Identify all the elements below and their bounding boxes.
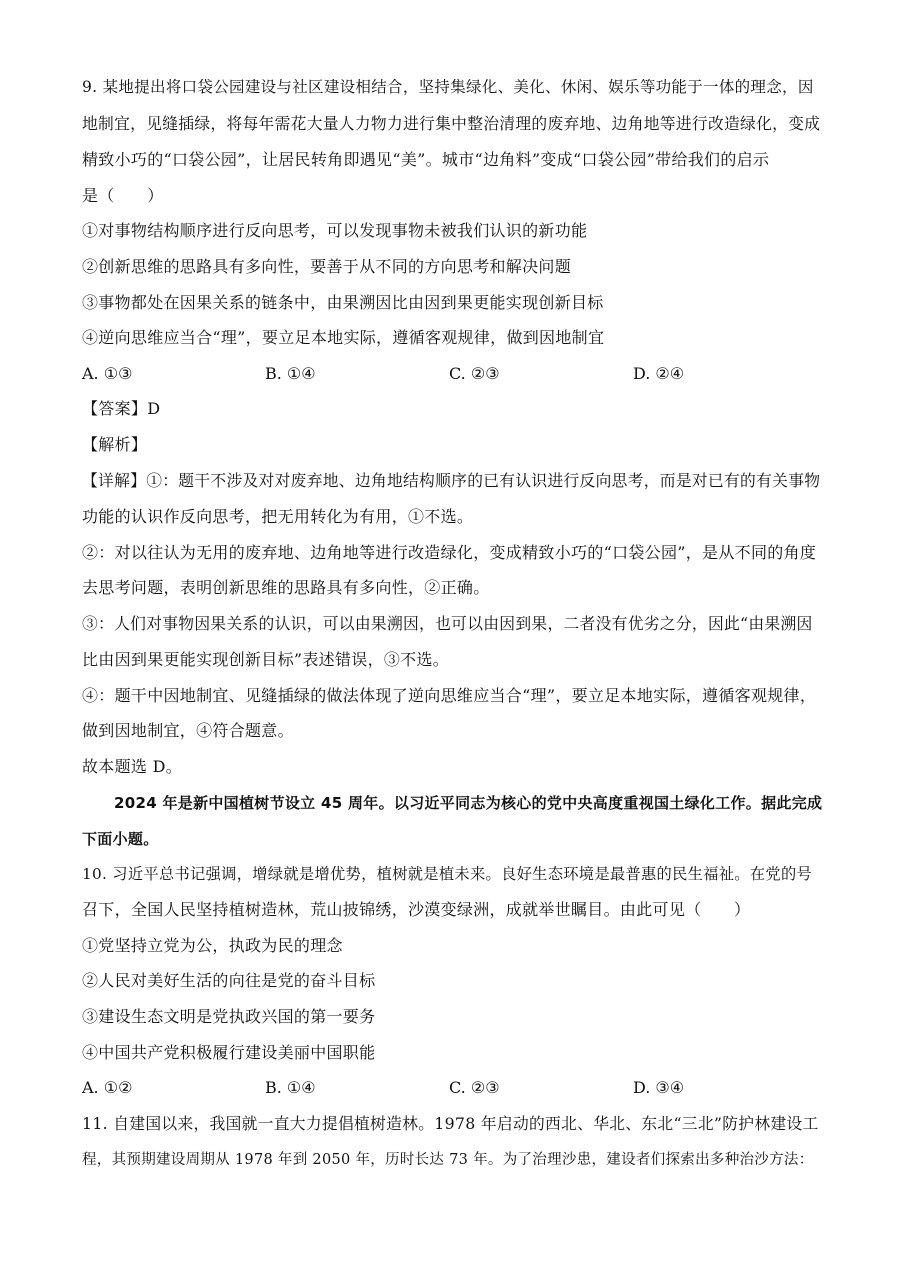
q9-stem-line-4: 是（ ）	[82, 186, 164, 205]
q10-option-a: A. ①②	[82, 1078, 133, 1097]
q11-stem-line-1: 11. 自建国以来，我国就一直大力提倡植树造林。1978 年启动的西北、华北、东北“三北”防护林建设工	[82, 1114, 819, 1133]
q9-statement-4: ④逆向思维应当合“理”，要立足本地实际，遵循客观规律，做到因地制宜	[82, 328, 605, 347]
q9-detail-line-6: 比由因到果更能实现创新目标”表述错误，③不选。	[82, 650, 450, 669]
q9-statement-3: ③事物都处在因果关系的链条中，由果溯因比由因到果更能实现创新目标	[82, 293, 604, 312]
q10-stem-line-1: 10. 习近平总书记强调，增绿就是增优势，植树就是植未来。良好生态环境是最普惠的民生福祉。在党的号	[82, 865, 813, 883]
q9-detail-line-5: ③：人们对事物因果关系的认识，可以由果溯因，也可以由因到果，二者没有优劣之分，因此“由果溯因	[82, 614, 813, 633]
q9-option-a: A. ①③	[82, 364, 133, 383]
q9-options	[82, 364, 822, 386]
q9-statement-1: ①对事物结构顺序进行反向思考，可以发现事物未被我们认识的新功能	[82, 221, 588, 240]
q9-option-d: D. ②④	[633, 364, 685, 383]
q9-detail-line-3: ②：对以往认为无用的废弃地、边角地等进行改造绿化，变成精致小巧的“口袋公园”，是从不同的角度	[82, 543, 817, 562]
q10-options	[82, 1078, 822, 1100]
q10-statement-3: ③建设生态文明是党执政兴国的第一要务	[82, 1007, 376, 1026]
material-line-1: 2024 年是新中国植树节设立 45 周年。以习近平同志为核心的党中央高度重视国土绿化工作。据此完成	[114, 794, 823, 812]
q11-stem-line-2: 程，其预期建设周期从 1978 年到 2050 年，历时长达 73 年。为了治理沙患，建设者们探索出多种治沙方法：	[82, 1152, 814, 1168]
q9-stem-line-3: 精致小巧的“口袋公园”，让居民转角即遇见“美”。城市“边角料”变成“口袋公园”带给我们的启示	[82, 150, 770, 169]
q9-statement-2: ②创新思维的思路具有多向性，要善于从不同的方向思考和解决问题	[82, 257, 572, 276]
q9-detail-line-4: 去思考问题，表明创新思维的思路具有多向性，②正确。	[82, 578, 490, 597]
q9-detail-line-2: 功能的认识作反向思考，把无用转化为有用，①不选。	[82, 507, 474, 526]
q10-stem-line-2: 召下，全国人民坚持植树造林，荒山披锦绣，沙漠变绿洲，成就举世瞩目。由此可见（ ）	[82, 900, 751, 919]
q9-analysis-title: 【解析】	[82, 435, 148, 454]
q9-detail-line-9: 故本题选 D。	[82, 757, 183, 776]
q9-stem-line-2: 地制宜，见缝插绿，将每年需花大量人力物力进行集中整治清理的废弃地、边角地等进行改造绿化，变成	[82, 114, 821, 133]
q9-stem-line-1: 9. 某地提出将口袋公园建设与社区建设相结合，坚持集绿化、美化、休闲、娱乐等功能于一体的理念，因	[82, 78, 814, 96]
q10-statement-4: ④中国共产党积极履行建设美丽中国职能	[82, 1043, 376, 1062]
q10-option-b: B. ①④	[265, 1078, 316, 1097]
q9-detail-line-7: ④：题干中因地制宜、见缝插绿的做法体现了逆向思维应当合“理”，要立足本地实际，遵循客观规律，	[82, 686, 817, 705]
material-line-2: 下面小题。	[82, 830, 159, 848]
q9-option-c: C. ②③	[449, 364, 500, 383]
q10-option-d: D. ③④	[633, 1078, 685, 1097]
q9-option-b: B. ①④	[265, 364, 316, 383]
q9-detail-line-8: 做到因地制宜，④符合题意。	[82, 721, 294, 740]
q10-statement-2: ②人民对美好生活的向往是党的奋斗目标	[82, 971, 376, 990]
q9-answer: 【答案】D	[82, 399, 161, 418]
q10-option-c: C. ②③	[449, 1078, 500, 1097]
q10-statement-1: ①党坚持立党为公，执政为民的理念	[82, 936, 343, 955]
q9-detail-line-1: 【详解】①：题干不涉及对对废弃地、边角地结构顺序的已有认识进行反向思考，而是对已有的有关事物	[82, 471, 821, 490]
